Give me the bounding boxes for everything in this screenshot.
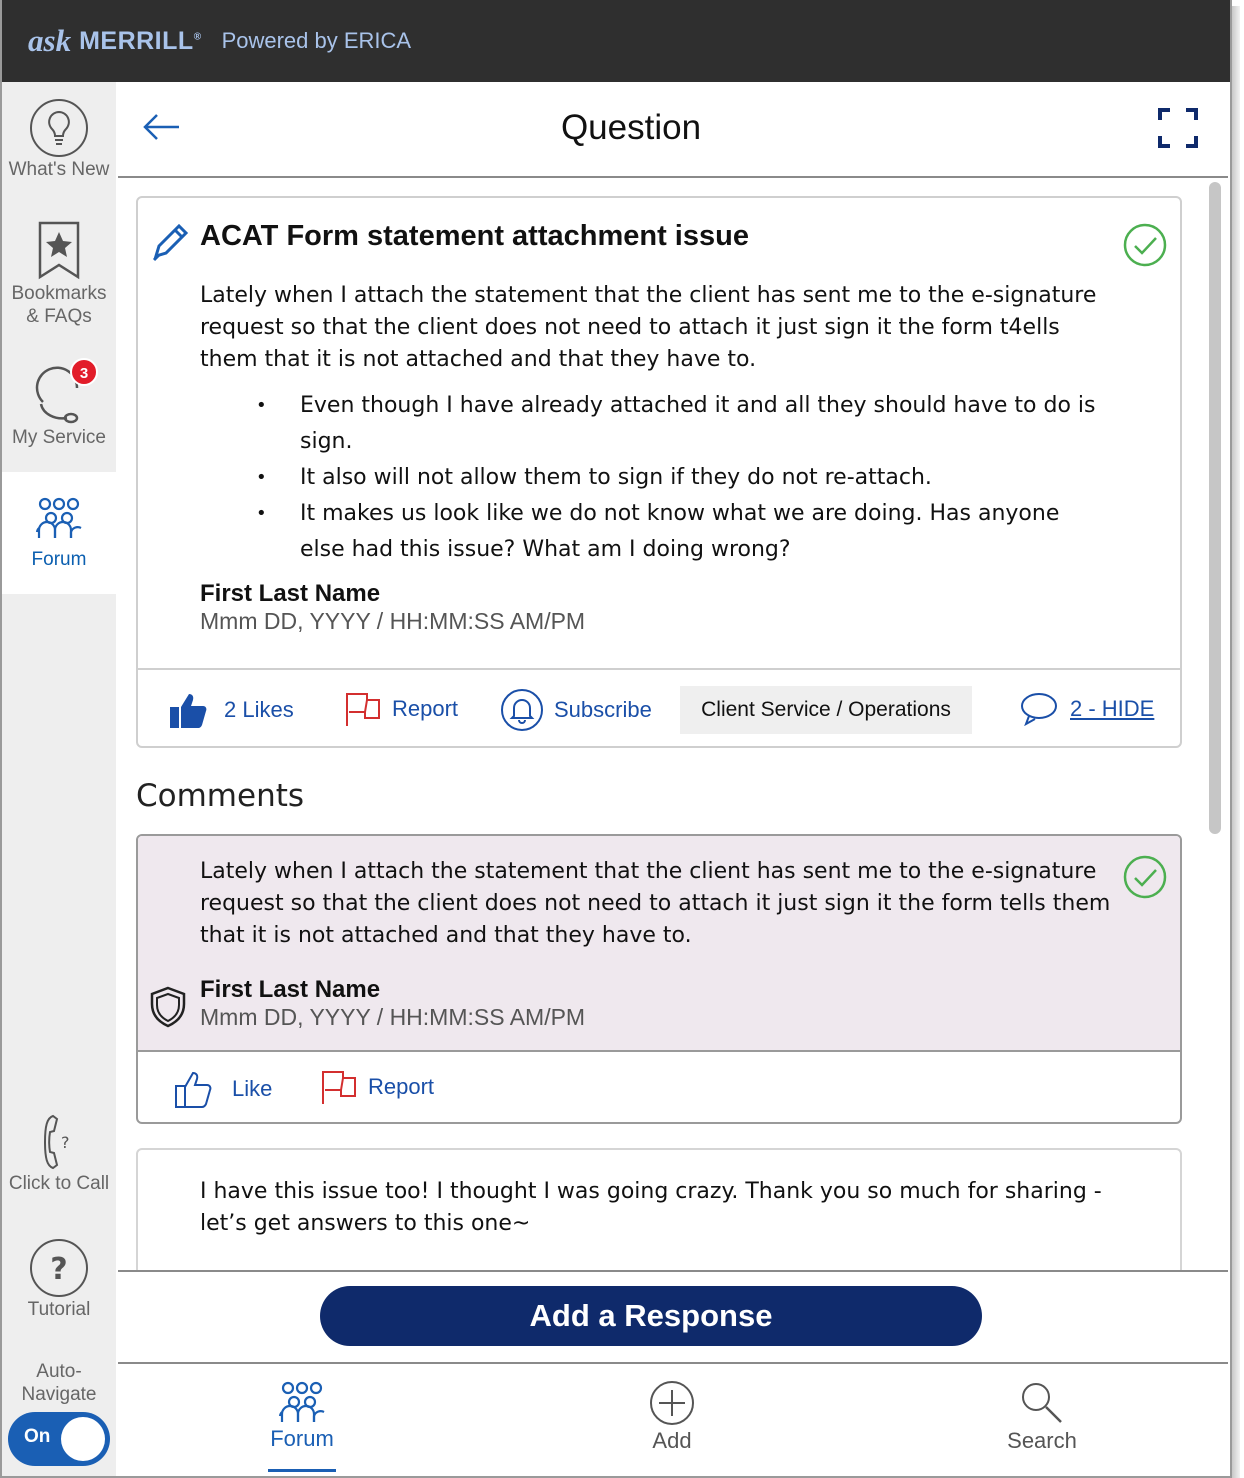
- flag-icon: [344, 690, 382, 728]
- list-item: • Even though I have already attached it and all they should have to do is sign.: [300, 388, 1100, 460]
- add-response-button[interactable]: Add a Response: [320, 1286, 982, 1346]
- help-question-icon: [29, 1238, 89, 1298]
- svg-text:?: ?: [50, 1252, 68, 1287]
- comment-body: I have this issue too! I thought I was going crazy. Thank you so much for sharing - let’s get answers to this one~: [200, 1179, 1102, 1236]
- bell-icon: [500, 688, 544, 732]
- brand-registered-mark: ®: [193, 31, 202, 43]
- top-bar: [2, 0, 1230, 82]
- list-item: • It also will not allow them to sign if they do not re-attach.: [300, 460, 1100, 496]
- window-shadow: [1232, 6, 1240, 1478]
- brand-merrill: [79, 27, 201, 56]
- question-title: ACAT Form statement attachment issue: [200, 220, 749, 252]
- brand-powered-by: Powered by ERICA: [221, 28, 412, 53]
- sidebar-item-label: Click to Call: [8, 1173, 110, 1194]
- sidebar-item-label: My Service: [12, 427, 106, 448]
- tab-label: Search: [1007, 1428, 1077, 1453]
- report-button[interactable]: [320, 1068, 434, 1106]
- report-label: Report: [368, 1074, 435, 1099]
- sidebar-item-whats-new[interactable]: [2, 98, 116, 206]
- question-content: [118, 180, 1204, 1270]
- page-title: Question: [560, 108, 702, 147]
- question-date: Mmm DD, YYYY / HH:MM:SS AM/PM: [200, 608, 586, 634]
- brand-merrill-text: MERRILL: [79, 26, 194, 55]
- tab-label: Forum: [270, 1426, 334, 1451]
- plus-circle-icon: [649, 1380, 695, 1426]
- report-button[interactable]: [344, 690, 458, 728]
- sidebar-item-label: Forum: [31, 549, 87, 570]
- lightbulb-icon: [29, 98, 89, 158]
- auto-navigate-toggle[interactable]: [8, 1412, 110, 1466]
- comment-card: [136, 834, 1182, 1124]
- search-icon: [1019, 1380, 1065, 1426]
- toggle-state-label: On: [24, 1426, 51, 1447]
- bottom-tab-bar: [118, 1364, 1228, 1476]
- auto-navigate-label-line2: Navigate: [21, 1384, 97, 1405]
- people-group-icon: [33, 496, 85, 540]
- page-header: [118, 82, 1228, 178]
- sidebar: [2, 82, 116, 1476]
- thumbs-up-icon: [174, 1068, 214, 1110]
- question-body: Lately when I attach the statement that the client has sent me to the e-signature request so that the client does not need to attach it just sign it the form t4ells them that it is not attached and that they have to.: [200, 283, 1097, 372]
- toggle-knob: [61, 1417, 105, 1461]
- comment-author[interactable]: First Last Name: [200, 976, 381, 1003]
- check-circle-icon: [1122, 222, 1168, 268]
- pencil-icon: [150, 222, 190, 262]
- likes-count: 2 Likes: [224, 697, 294, 722]
- tab-search[interactable]: [942, 1364, 1142, 1476]
- sidebar-item-forum[interactable]: [2, 472, 116, 594]
- sidebar-item-label: What's New: [8, 159, 110, 180]
- sidebar-item-label: Tutorial: [27, 1299, 91, 1320]
- phone-question-icon: [39, 1112, 79, 1172]
- scrollbar[interactable]: [1206, 182, 1224, 1268]
- question-author[interactable]: First Last Name: [200, 580, 381, 607]
- bookmark-star-icon: [35, 220, 83, 282]
- subscribe-button[interactable]: [500, 688, 652, 732]
- auto-navigate-label: [2, 1360, 116, 1406]
- auto-navigate-label-line1: Auto-: [36, 1361, 82, 1382]
- people-group-icon: [276, 1380, 328, 1424]
- notification-badge: 3: [70, 358, 98, 386]
- active-tab-indicator: [268, 1469, 336, 1472]
- likes-button[interactable]: [168, 690, 294, 730]
- sidebar-item-click-to-call[interactable]: [2, 1112, 116, 1206]
- shield-icon: [148, 986, 188, 1028]
- tab-add[interactable]: [572, 1364, 772, 1476]
- question-card: [136, 196, 1182, 748]
- brand-ask: ask: [28, 23, 72, 58]
- like-button[interactable]: [174, 1068, 272, 1110]
- comments-toggle[interactable]: [1020, 692, 1154, 726]
- scrollbar-thumb[interactable]: [1209, 182, 1221, 834]
- subscribe-label: Subscribe: [554, 697, 652, 722]
- tab-forum[interactable]: [202, 1364, 402, 1476]
- check-circle-icon: [1122, 854, 1168, 900]
- flag-icon: [320, 1068, 358, 1106]
- thumbs-up-filled-icon: [168, 690, 208, 730]
- sidebar-item-tutorial[interactable]: [2, 1238, 116, 1328]
- comments-toggle-label: 2 - HIDE: [1070, 696, 1155, 721]
- question-bullets: [300, 388, 1100, 568]
- comment-date: Mmm DD, YYYY / HH:MM:SS AM/PM: [200, 1004, 586, 1030]
- card-divider: [138, 668, 1180, 670]
- fullscreen-icon[interactable]: [1158, 108, 1198, 148]
- sidebar-item-label-line2: & FAQs: [26, 306, 92, 327]
- comment-card: [136, 1148, 1182, 1270]
- like-label: Like: [232, 1076, 273, 1101]
- list-item: • It makes us look like we do not know what we are doing. Has anyone else had this issue? What am I doing wrong?: [300, 496, 1100, 568]
- category-tag[interactable]: Client Service / Operations: [680, 686, 972, 734]
- sidebar-item-bookmarks[interactable]: [2, 220, 116, 340]
- sidebar-item-my-service[interactable]: [2, 364, 116, 456]
- comments-heading: Comments: [136, 778, 305, 814]
- svg-text:?: ?: [61, 1133, 70, 1152]
- response-bar: [118, 1270, 1228, 1364]
- speech-bubble-icon: [1020, 692, 1058, 726]
- comment-body: Lately when I attach the statement that the client has sent me to the e-signature request so that the client does not need to attach it just sign it the form tells them that it is not attached and that they have to.: [200, 859, 1111, 948]
- tab-label: Add: [652, 1428, 692, 1453]
- card-divider: [138, 1050, 1180, 1052]
- report-label: Report: [392, 696, 459, 721]
- sidebar-item-label: Bookmarks: [11, 283, 107, 304]
